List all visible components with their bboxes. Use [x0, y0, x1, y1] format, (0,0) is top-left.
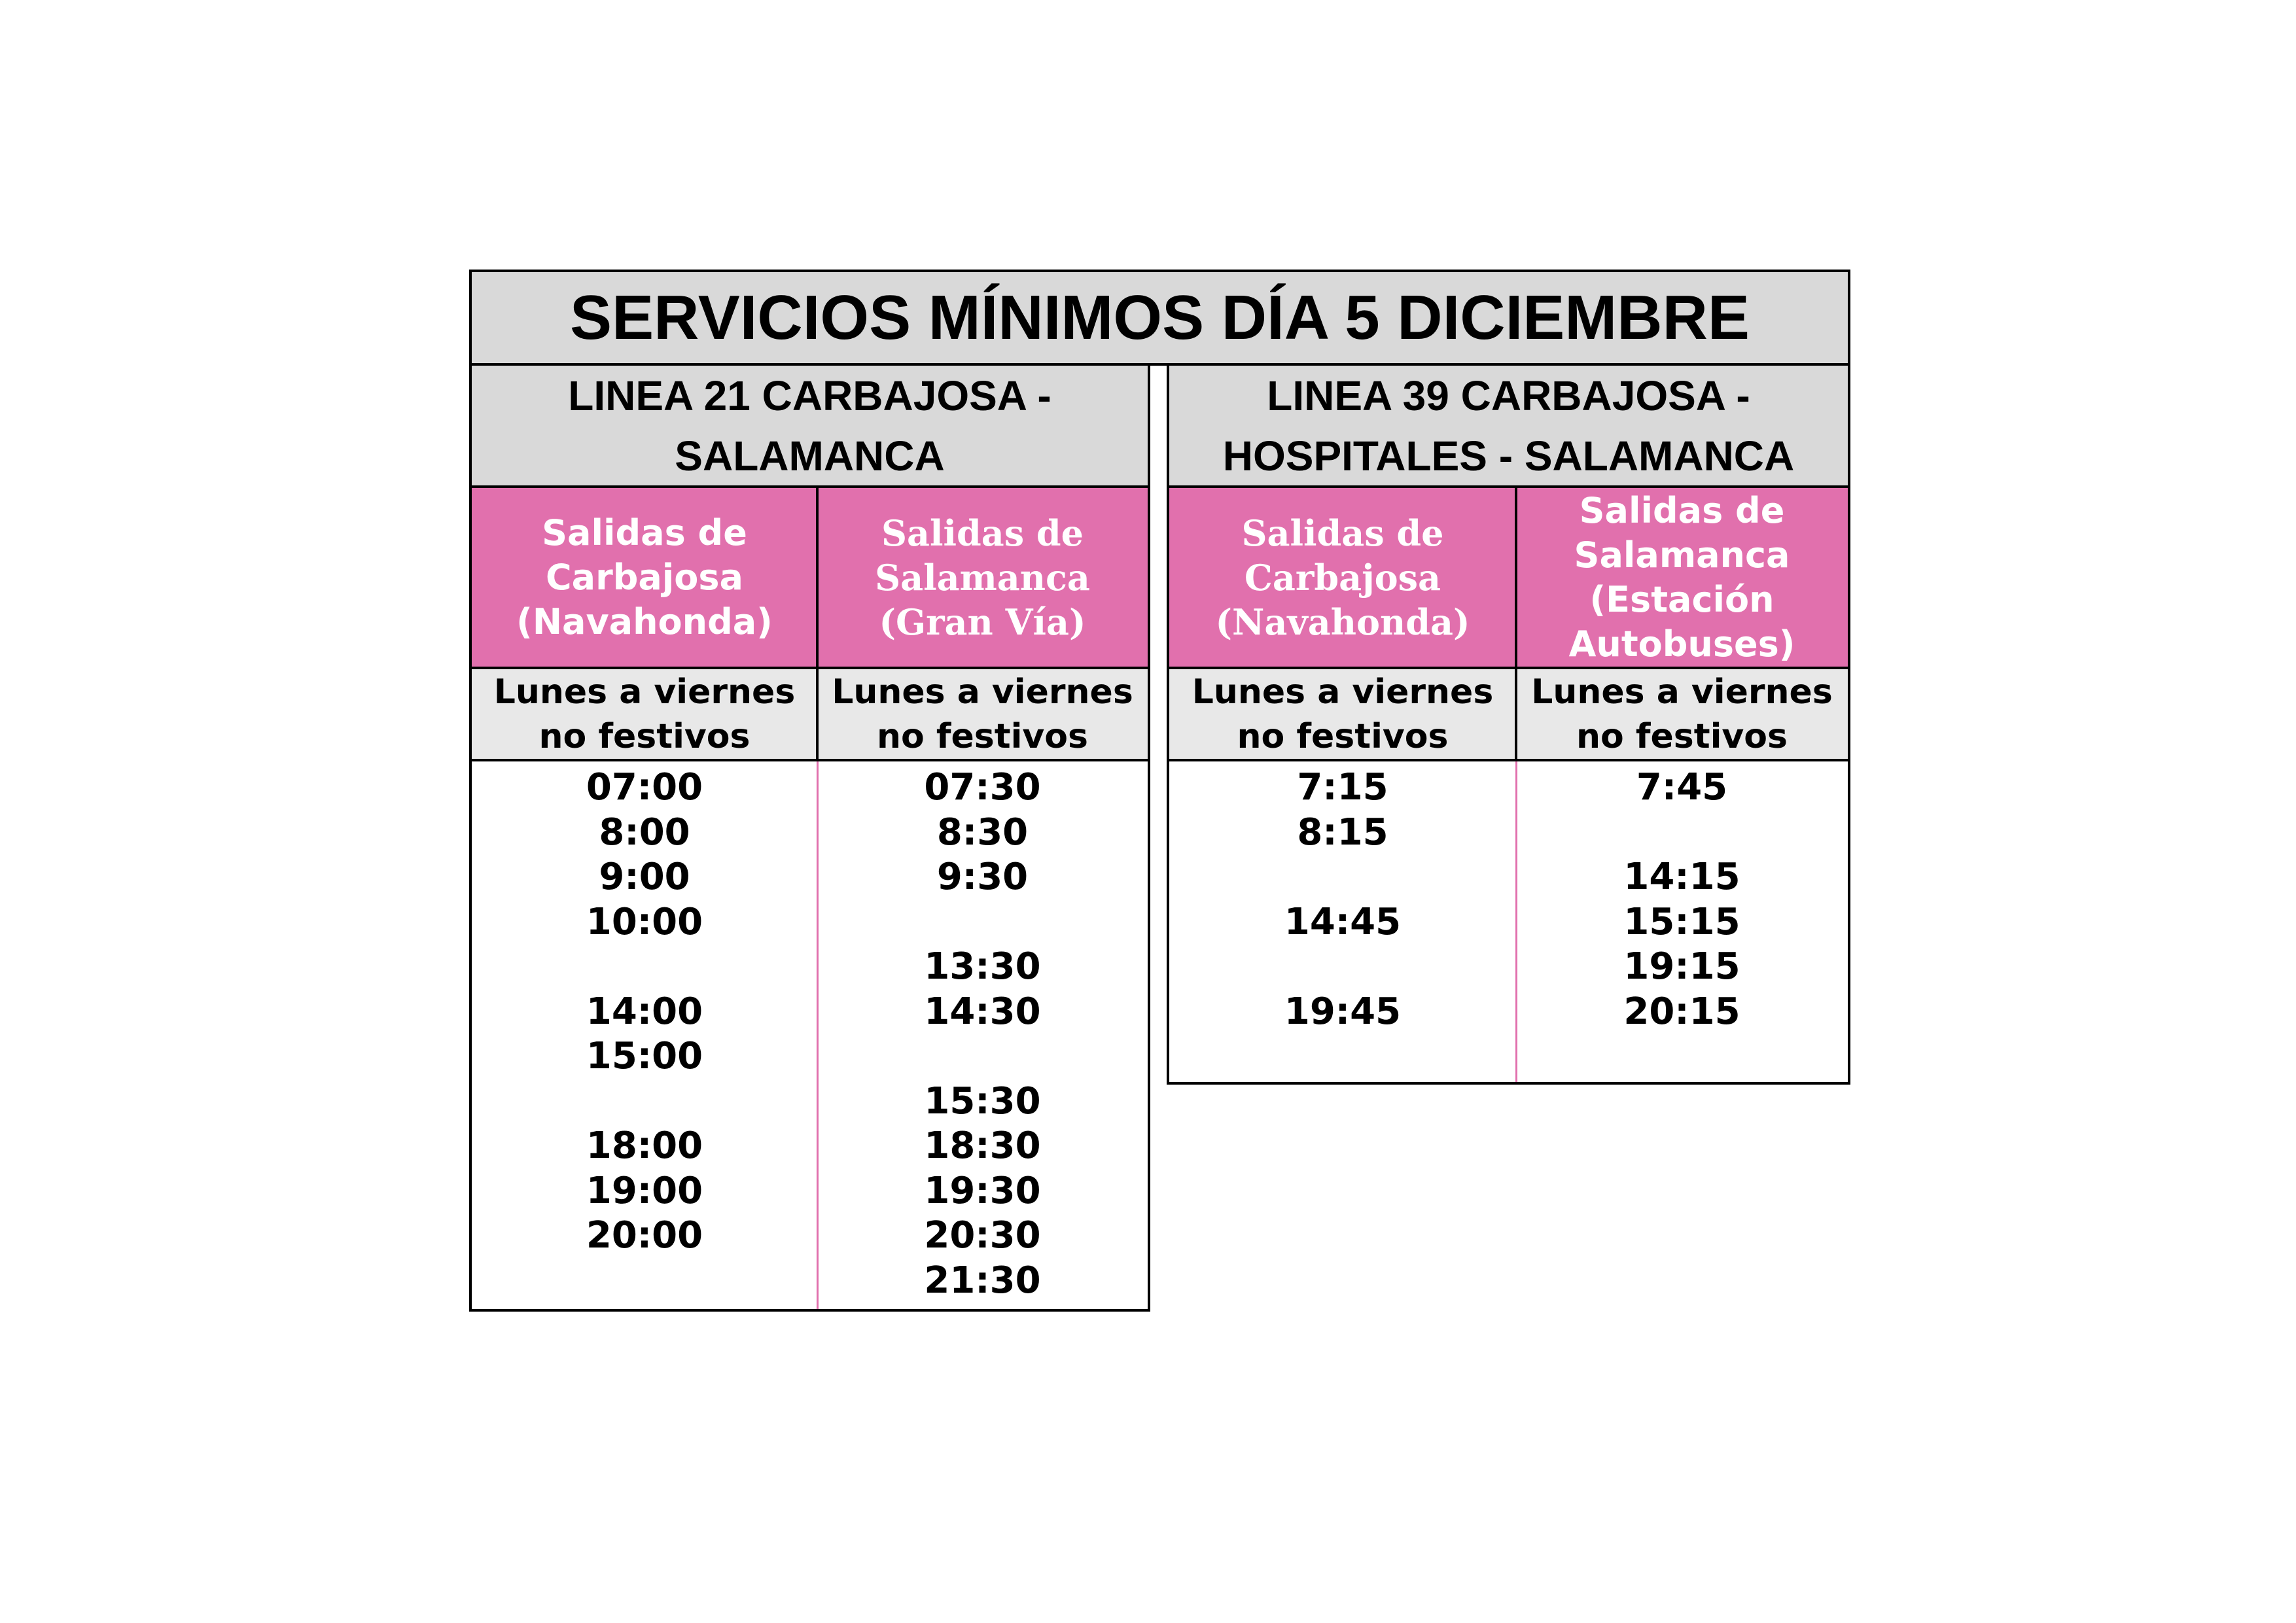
time-cell: 07:30: [924, 766, 1041, 809]
time-cell: 20:30: [924, 1214, 1041, 1257]
time-cell: 14:15: [1623, 856, 1740, 898]
line-21-carbajosa-days: Lunes a viernes no festivos: [472, 669, 817, 761]
time-cell: 15:15: [1623, 900, 1740, 943]
line-21-salamanca-times: [817, 761, 1148, 1309]
time-cell: 19:15: [1623, 945, 1740, 988]
time-cell: 20:15: [1623, 990, 1740, 1033]
time-cell: 10:00: [586, 900, 703, 943]
line-21-carbajosa-times: [472, 761, 817, 1309]
line-21-table: [469, 363, 1150, 1312]
time-cell: [1169, 855, 1516, 900]
time-cell: [472, 945, 817, 990]
time-cell: [472, 1259, 817, 1304]
time-cell: [817, 900, 1148, 945]
time-cell: 14:45: [1284, 900, 1402, 943]
time-cell: 18:00: [586, 1125, 703, 1167]
time-cell: 9:30: [936, 856, 1029, 898]
time-cell: 13:30: [924, 945, 1041, 988]
line-21-salamanca-departures-header: Salidas de Salamanca (Gran Vía): [817, 488, 1148, 669]
time-cell: [472, 1079, 817, 1125]
line-39-carbajosa-departures-header: Salidas de Carbajosa (Navahonda): [1169, 488, 1516, 669]
line-21-header-divider: [816, 488, 819, 761]
time-cell: 8:00: [599, 811, 690, 854]
line-39-header-divider: [1515, 488, 1517, 761]
time-cell: 8:15: [1297, 811, 1388, 854]
time-cell: [1516, 811, 1848, 856]
time-cell: 7:45: [1636, 766, 1728, 809]
line-21-title: LINEA 21 CARBAJOSA - SALAMANCA: [472, 366, 1148, 488]
time-cell: 15:00: [586, 1035, 703, 1077]
time-cell: 8:30: [936, 811, 1029, 854]
line-39-salamanca-departures-header: Salidas de Salamanca (Estación Autobuses): [1516, 488, 1848, 669]
time-cell: 15:30: [924, 1079, 1041, 1123]
time-cell: 19:00: [586, 1169, 703, 1212]
line-21-salamanca-days: Lunes a viernes no festivos: [817, 669, 1148, 761]
time-cell: 07:00: [586, 766, 703, 809]
line-39-title: LINEA 39 CARBAJOSA - HOSPITALES - SALAMANCA: [1169, 366, 1848, 488]
page-title: SERVICIOS MÍNIMOS DÍA 5 DICIEMBRE: [469, 270, 1850, 366]
time-cell: 21:30: [924, 1259, 1041, 1302]
line-39-carbajosa-days: Lunes a viernes no festivos: [1169, 669, 1516, 761]
time-cell: [1169, 945, 1516, 990]
line-39-carbajosa-times: [1169, 761, 1516, 1082]
line-39-salamanca-days: Lunes a viernes no festivos: [1516, 669, 1848, 761]
time-cell: 20:00: [586, 1214, 703, 1257]
time-cell: 7:15: [1297, 766, 1388, 809]
time-cell: 9:00: [599, 856, 690, 898]
time-cell: [817, 1034, 1148, 1079]
line-21-carbajosa-departures-header: Salidas de Carbajosa (Navahonda): [472, 488, 817, 669]
time-cell: 14:30: [924, 990, 1041, 1033]
time-cell: 18:30: [924, 1125, 1041, 1167]
time-cell: 19:45: [1284, 990, 1402, 1033]
time-cell: 14:00: [586, 990, 703, 1033]
time-cell: 19:30: [924, 1169, 1041, 1212]
line-39-table: [1167, 363, 1850, 1085]
line-39-salamanca-times: [1516, 761, 1848, 1082]
